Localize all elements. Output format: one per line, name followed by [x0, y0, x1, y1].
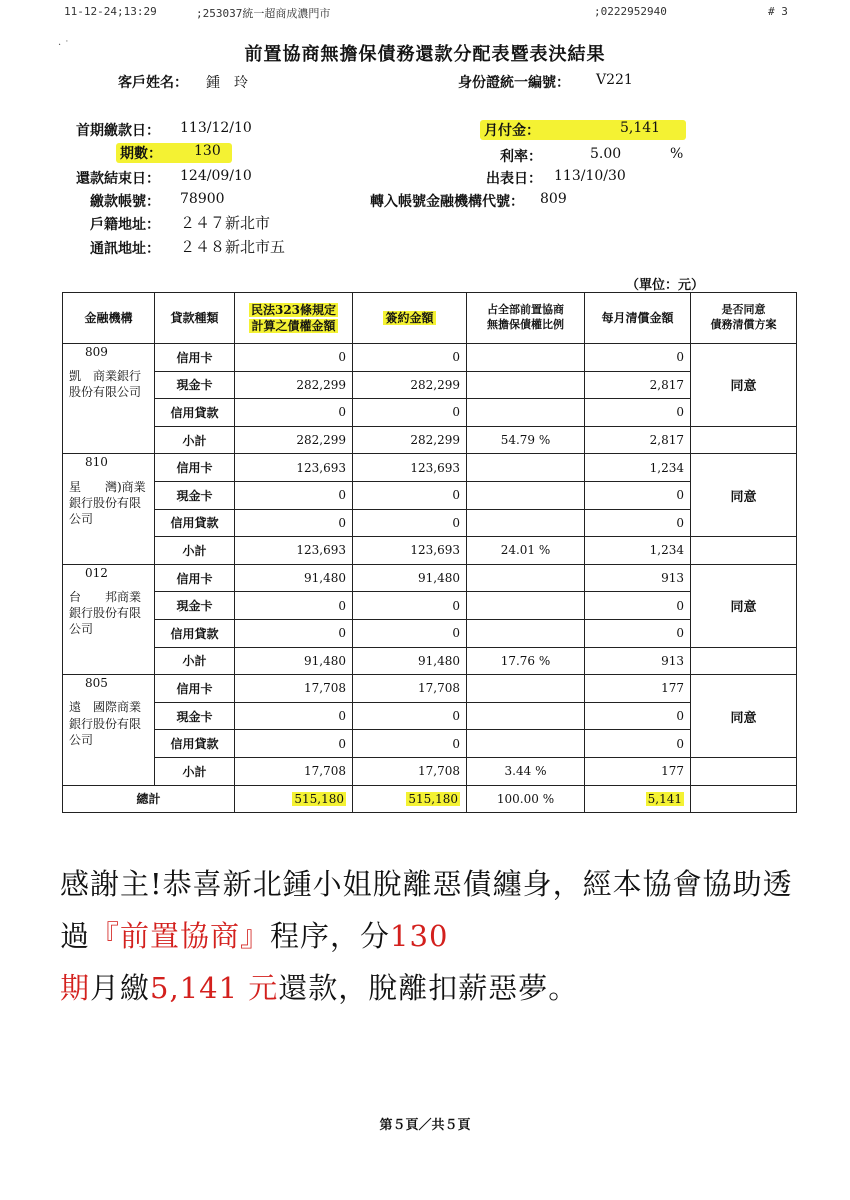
- ratio: [467, 371, 585, 399]
- loan-type: 小計: [155, 426, 235, 454]
- loan-type: 現金卡: [155, 592, 235, 620]
- loan-type: 信用貸款: [155, 730, 235, 758]
- end-date-value: 124/09/10: [180, 168, 252, 184]
- legal-amount: 91,480: [235, 564, 353, 592]
- contract-amount: 0: [353, 344, 467, 372]
- table-row: [63, 454, 797, 482]
- table-row: [63, 371, 797, 399]
- loan-type: 信用卡: [155, 454, 235, 482]
- header-loan-type: 貸款種類: [155, 293, 235, 344]
- bank-code: 805: [85, 676, 108, 691]
- agreement-status: 同意: [691, 344, 797, 427]
- banner-highlight-period-word: 期: [60, 971, 91, 1005]
- legal-amount: 123,693: [235, 454, 353, 482]
- header-agreement: [691, 293, 797, 344]
- issue-date-label: 出表日：: [486, 171, 542, 187]
- legal-amount: 0: [235, 702, 353, 730]
- contract-amount: 91,480: [353, 647, 467, 675]
- monthly-amount: 0: [585, 619, 691, 647]
- contract-amount: 0: [353, 702, 467, 730]
- legal-amount: 0: [235, 344, 353, 372]
- legal-amount: 282,299: [235, 371, 353, 399]
- ratio: [467, 675, 585, 703]
- legal-amount: 0: [235, 592, 353, 620]
- ratio: 24.01 %: [467, 537, 585, 565]
- loan-type: 信用貸款: [155, 399, 235, 427]
- header-legal-amount-line1: 民法323條規定: [250, 302, 337, 317]
- ratio: [467, 564, 585, 592]
- monthly-amount: 177: [585, 757, 691, 785]
- legal-amount: 0: [235, 730, 353, 758]
- loan-type: 信用卡: [155, 564, 235, 592]
- monthly-amount: 177: [585, 675, 691, 703]
- congratulation-banner: [60, 858, 816, 1014]
- fax-page: # 3: [768, 5, 788, 18]
- table-row: [63, 619, 797, 647]
- ratio: [467, 481, 585, 509]
- banner-text-4: 還款，脫離扣薪惡夢。: [278, 971, 579, 1005]
- bank-name: 星 灣)商業銀行股份有限公司: [69, 479, 146, 526]
- ratio: 54.79 %: [467, 426, 585, 454]
- ratio: [467, 619, 585, 647]
- contract-amount: 91,480: [353, 564, 467, 592]
- total-monthly-amount-value: 5,141: [647, 791, 682, 806]
- agreement-status: 同意: [691, 564, 797, 647]
- table-row-subtotal: [63, 426, 797, 454]
- id-number-value: V221: [596, 72, 633, 88]
- contract-amount: 123,693: [353, 537, 467, 565]
- header-ratio: [467, 293, 585, 344]
- contract-amount: 0: [353, 509, 467, 537]
- banner-text-3: 月繳: [90, 971, 151, 1005]
- scan-speck: · ˙: [58, 40, 70, 51]
- table-row-subtotal: [63, 537, 797, 565]
- loan-type: 信用貸款: [155, 619, 235, 647]
- document-title: 前置協商無擔保債務還款分配表暨表決結果: [244, 44, 606, 65]
- agreement-blank: [691, 537, 797, 565]
- table-row: [63, 592, 797, 620]
- contract-amount: 0: [353, 481, 467, 509]
- loan-type: 現金卡: [155, 371, 235, 399]
- interest-rate-value: 5.00: [590, 146, 622, 162]
- bank-cell: [63, 564, 155, 674]
- contract-amount: 17,708: [353, 757, 467, 785]
- legal-amount: 0: [235, 481, 353, 509]
- loan-type: 信用卡: [155, 675, 235, 703]
- table-row: [63, 702, 797, 730]
- table-row: [63, 564, 797, 592]
- legal-amount: 0: [235, 509, 353, 537]
- first-payment-label: 首期繳款日：: [76, 123, 160, 139]
- total-contract-amount-value: 515,180: [408, 791, 458, 806]
- ratio: [467, 509, 585, 537]
- header-monthly-amount: 每月清償金額: [585, 293, 691, 344]
- monthly-amount: 0: [585, 344, 691, 372]
- bank-name: 遠 國際商業銀行股份有限公司: [69, 700, 142, 747]
- monthly-amount: 0: [585, 509, 691, 537]
- banner-highlight-program: 『前置協商』: [90, 919, 271, 953]
- table-row-total: [63, 785, 797, 813]
- monthly-amount: 2,817: [585, 371, 691, 399]
- table-row: [63, 730, 797, 758]
- ratio: [467, 399, 585, 427]
- total-monthly-amount: [585, 785, 691, 813]
- loan-type: 信用貸款: [155, 509, 235, 537]
- table-row: [63, 509, 797, 537]
- end-date-label: 還款結束日：: [76, 171, 160, 187]
- agreement-blank: [691, 647, 797, 675]
- total-ratio: 100.00 %: [467, 785, 585, 813]
- transfer-bank-code-label: 轉入帳號金融機構代號：: [370, 194, 524, 210]
- header-agreement-line1: 是否同意: [721, 303, 766, 317]
- loan-type: 現金卡: [155, 702, 235, 730]
- monthly-amount: 0: [585, 702, 691, 730]
- legal-amount: 91,480: [235, 647, 353, 675]
- agreement-status: 同意: [691, 675, 797, 758]
- total-label: 總計: [63, 785, 235, 813]
- transfer-bank-code-value: 809: [540, 191, 567, 207]
- bank-cell: [63, 454, 155, 564]
- header-legal-amount: [235, 293, 353, 344]
- bank-code: 810: [85, 455, 108, 470]
- table-body: [63, 344, 797, 813]
- monthly-amount: 1,234: [585, 537, 691, 565]
- payment-account-value: 78900: [180, 191, 225, 207]
- contract-amount: 0: [353, 619, 467, 647]
- legal-amount: 0: [235, 399, 353, 427]
- agreement-blank: [691, 426, 797, 454]
- legal-amount: 17,708: [235, 757, 353, 785]
- header-contract-amount: [353, 293, 467, 344]
- banner-text-2: 程序，分: [270, 919, 391, 953]
- periods-field: [116, 143, 232, 163]
- bank-name: 凱 商業銀行股份有限公司: [69, 369, 142, 400]
- household-address-value: ２４７新北市: [180, 214, 271, 232]
- monthly-payment-value: 5,141: [620, 120, 661, 136]
- table-row: [63, 344, 797, 372]
- customer-name-value: 鍾 玲: [206, 75, 248, 91]
- legal-amount: 282,299: [235, 426, 353, 454]
- id-number-label: 身份證統一編號：: [458, 75, 570, 91]
- contract-amount: 17,708: [353, 675, 467, 703]
- agreement-blank: [691, 757, 797, 785]
- table-row: [63, 481, 797, 509]
- agreement-status: 同意: [691, 454, 797, 537]
- header-legal-amount-line2: 計算之債權金額: [251, 319, 336, 333]
- ratio: [467, 702, 585, 730]
- fax-timestamp: 11-12-24;13:29: [64, 5, 157, 18]
- table-header-row: [63, 293, 797, 344]
- total-contract-amount: [353, 785, 467, 813]
- periods-value: 130: [194, 143, 221, 159]
- loan-type: 小計: [155, 537, 235, 565]
- ratio: 17.76 %: [467, 647, 585, 675]
- monthly-amount: 913: [585, 647, 691, 675]
- ratio: 3.44 %: [467, 757, 585, 785]
- contract-amount: 0: [353, 399, 467, 427]
- fax-number: ;0222952940: [594, 5, 667, 18]
- header-institution: 金融機構: [63, 293, 155, 344]
- bank-code: 809: [85, 345, 108, 359]
- loan-type: 小計: [155, 647, 235, 675]
- contract-amount: 282,299: [353, 426, 467, 454]
- page-number-footer: 第５頁／共５頁: [379, 1118, 471, 1133]
- contract-amount: 0: [353, 730, 467, 758]
- interest-rate-label: 利率：: [500, 149, 542, 165]
- periods-label: 期數：: [120, 146, 162, 162]
- total-legal-amount: [235, 785, 353, 813]
- banner-highlight-amount: 5,141 元: [150, 971, 279, 1005]
- debt-allocation-table: [62, 292, 797, 813]
- household-address-label: 戶籍地址：: [90, 217, 160, 233]
- header-ratio-line1: 占全部前置協商: [487, 303, 564, 317]
- contract-amount: 0: [353, 592, 467, 620]
- mailing-address-label: 通訊地址：: [90, 241, 160, 257]
- header-agreement-line2: 債務清償方案: [710, 318, 777, 331]
- payment-account-label: 繳款帳號：: [90, 194, 160, 210]
- bank-code: 012: [85, 565, 108, 580]
- total-agreement-blank: [691, 785, 797, 813]
- ratio: [467, 454, 585, 482]
- fax-sender: ;253037統一超商成濃門市: [196, 7, 331, 20]
- bank-name: 台 邦商業銀行股份有限公司: [69, 589, 142, 637]
- contract-amount: 282,299: [353, 371, 467, 399]
- first-payment-value: 113/12/10: [180, 120, 252, 136]
- legal-amount: 0: [235, 619, 353, 647]
- monthly-payment-label: 月付金：: [484, 123, 540, 139]
- loan-type: 現金卡: [155, 481, 235, 509]
- customer-name-label: 客戶姓名：: [118, 75, 188, 91]
- monthly-amount: 2,817: [585, 426, 691, 454]
- legal-amount: 123,693: [235, 537, 353, 565]
- monthly-amount: 0: [585, 592, 691, 620]
- monthly-amount: 913: [585, 564, 691, 592]
- ratio: [467, 344, 585, 372]
- mailing-address-value: ２４８新北市五: [180, 238, 286, 256]
- table-row-subtotal: [63, 647, 797, 675]
- table-row: [63, 675, 797, 703]
- contract-amount: 123,693: [353, 454, 467, 482]
- table-row: [63, 399, 797, 427]
- issue-date-value: 113/10/30: [554, 168, 626, 184]
- table-row-subtotal: [63, 757, 797, 785]
- header-contract-amount-text: 簽約金額: [385, 310, 434, 325]
- legal-amount: 17,708: [235, 675, 353, 703]
- loan-type: 信用卡: [155, 344, 235, 372]
- monthly-amount: 1,234: [585, 454, 691, 482]
- unit-note: （單位：元）: [626, 278, 705, 293]
- monthly-amount: 0: [585, 730, 691, 758]
- interest-rate-unit: %: [670, 146, 684, 162]
- bank-cell: [63, 344, 155, 454]
- banner-highlight-periods: 130: [390, 919, 449, 953]
- monthly-amount: 0: [585, 481, 691, 509]
- ratio: [467, 592, 585, 620]
- banner-text-1: 感謝主!恭喜新北鍾小姐脫離惡債纏身，經本協會協助透過: [60, 867, 793, 953]
- monthly-payment-field: [480, 120, 686, 140]
- bank-cell: [63, 675, 155, 785]
- header-ratio-line2: 無擔保債權比例: [487, 318, 564, 331]
- monthly-amount: 0: [585, 399, 691, 427]
- ratio: [467, 730, 585, 758]
- loan-type: 小計: [155, 757, 235, 785]
- total-legal-amount-value: 515,180: [294, 791, 344, 806]
